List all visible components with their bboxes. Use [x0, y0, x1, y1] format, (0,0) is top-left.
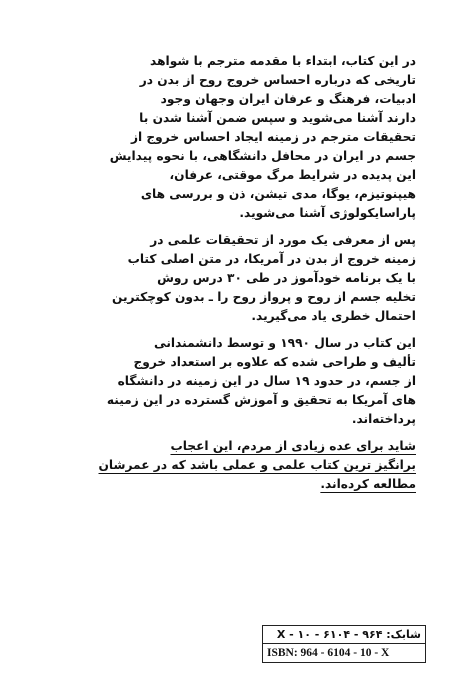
description-text: [98, 52, 416, 494]
text-line: شاید برای عده زیادی از مردم، این اعجاب: [170, 439, 416, 453]
text-line: از جسم، در حدود ۱۹ سال در این زمینه در دانشگاه: [117, 374, 416, 388]
text-line: با یک برنامه خودآموز در طی ۳۰ درس روش: [157, 271, 416, 285]
text-line: تخلیه جسم از روح و پرواز روح را ـ بدون کوچکترین: [112, 290, 416, 304]
paragraph: [98, 437, 416, 494]
text-line: احتمال خطری یاد می‌گیرید.: [251, 309, 416, 323]
text-line: پرداخته‌اند.: [351, 412, 416, 426]
text-line: پاراسایکولوژی آشنا می‌شوید.: [239, 206, 416, 220]
text-line: مطالعه کرده‌اند.: [320, 477, 416, 491]
paragraph-gap: [186, 429, 416, 437]
text-line: زمینه خروج از بدن در آمریکا، در متن اصلی کتاب: [127, 252, 416, 266]
text-line: برانگیز ترین کتاب علمی و عملی باشد که در عمرشان: [98, 458, 416, 472]
text-line: در این کتاب، ابتداء با مقدمه مترجم با شواهد: [150, 54, 416, 68]
text-line: هیپنوتیزم، یوگا، مدی تیشن، ذن و بررسی های: [140, 187, 416, 201]
paragraph: [106, 334, 416, 429]
text-line: پس از معرفی یک مورد از تحقیقات علمی در: [150, 233, 416, 247]
paragraph: [112, 231, 416, 326]
text-line: تاریخی که درباره احساس خروج روح از بدن در: [139, 73, 416, 87]
text-line: تألیف و طراحی شده که علاوه بر استعداد خروج: [133, 355, 416, 369]
text-line: این پدیده در شرایط مرگ موقتی، عرفان،: [169, 168, 416, 182]
text-line: این کتاب در سال ۱۹۹۰ و توسط دانشمندانی: [153, 336, 416, 350]
isbn-box: [262, 625, 426, 663]
text-line: دارند آشنا می‌شوید و سپس ضمن آشنا شدن با: [139, 111, 416, 125]
paragraph-gap: [186, 326, 416, 334]
text-line: های آمریکا به تحقیق و آموزش گسترده در این زمینه: [106, 393, 416, 407]
isbn-latin: ISBN: 964 - 6104 - 10 - X: [267, 647, 390, 659]
text-line: ادبیات، فرهنگ و عرفان ایران وجهان وجود: [160, 92, 416, 106]
isbn-persian: شابک: X - ۱۰ - ۶۱۰۴ - ۹۶۴: [263, 626, 425, 644]
text-line: تحقیقات مترجم در زمینه ایجاد احساس خروج از: [130, 130, 416, 144]
text-line: جسم در ایران در محافل دانشگاهی، با نحوه پیدایش: [109, 149, 416, 163]
paragraph: [109, 52, 416, 223]
paragraph-gap: [186, 223, 416, 231]
